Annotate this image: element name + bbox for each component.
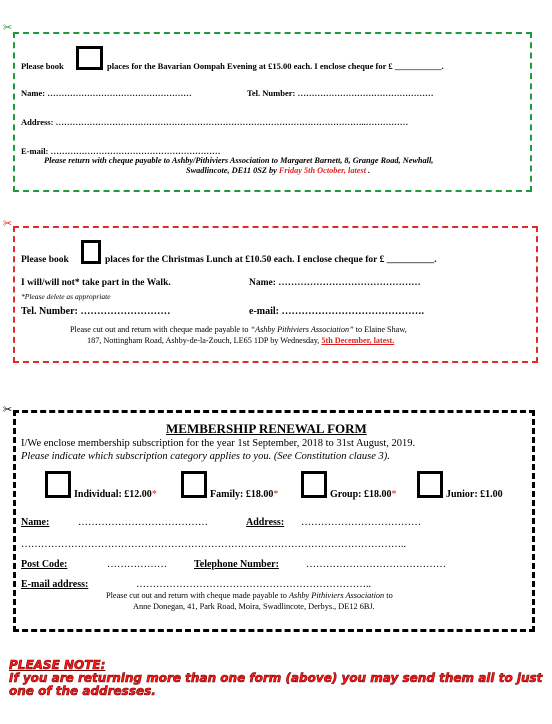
payee: Ashby Pithiviers Association (288, 591, 385, 600)
return-instruction-1: Please return with cheque payable to Ashby/Pithiviers Association to Margaret Barnett, 8, Grange Road, Newhall, (44, 156, 434, 165)
return-instruction-1 (70, 325, 407, 334)
christmas-lunch-form (13, 226, 538, 363)
return-text: Please cut out and return with cheque made payable to (106, 591, 287, 600)
book-suffix: places for the Bavarian Oompah Evening at £15.00 each. I enclose cheque for £ ___________. (107, 61, 444, 71)
email-label: E-mail address: (21, 579, 89, 590)
name-label: Name: (21, 517, 50, 528)
book-suffix: places for the Christmas Lunch at £10.50 each. I enclose cheque for £ __________. (105, 255, 437, 265)
postcode-label: Post Code: (21, 559, 68, 570)
individual-option: Individual: £12.00* (74, 489, 157, 500)
junior-option: Junior: £1.00 (446, 489, 503, 500)
walk-option[interactable]: I will/will not* take part in the Walk. (21, 278, 171, 288)
address-label: Address: (246, 517, 285, 528)
group-checkbox[interactable] (301, 471, 327, 498)
telephone-field[interactable]: …………………………………… (306, 559, 446, 570)
group-option: Group: £18.00* (330, 489, 397, 500)
family-checkbox[interactable] (181, 471, 207, 498)
book-prefix: Please book (21, 255, 69, 265)
return-instruction-2: Anne Donegan, 41, Park Road, Moira, Swadlincote, Derbys., DE12 6BJ. (133, 602, 375, 611)
email-field[interactable]: e-mail: ……………………………………. (249, 306, 424, 317)
scissor-icon: ✂ (3, 21, 13, 34)
recipient: to (386, 591, 393, 600)
return-address: Swadlincote, DE11 0SZ by (186, 166, 277, 175)
return-text: Please cut out and return with cheque made payable to (70, 325, 249, 334)
form-title: MEMBERSHIP RENEWAL FORM (166, 421, 367, 436)
delete-note: *Please delete as appropriate (21, 292, 111, 301)
deadline: Friday 5th October, latest (278, 166, 367, 175)
email-field[interactable]: E-mail: …………………………………………………… (21, 146, 221, 156)
return-instruction-2 (186, 166, 370, 175)
intro-line-2: Please indicate which subscription category applies to you. (See Constitution clause 3). (21, 451, 390, 462)
intro-line-1: I/We enclose membership subscription for the year 1st September, 2018 to 31st August, 2019. (21, 438, 416, 449)
junior-checkbox[interactable] (417, 471, 443, 498)
telephone-label: Telephone Number: (194, 559, 279, 570)
places-checkbox[interactable] (76, 46, 103, 70)
oompah-booking-form (13, 32, 532, 192)
scissor-icon: ✂ (3, 403, 13, 416)
name-field[interactable]: Name: …………………………………………… (21, 88, 192, 98)
return-address: 187, Nottingham Road, Ashby-de-la-Zouch, LE65 1DP by Wednesday, (87, 336, 320, 345)
email-field[interactable]: …………………………………………………………….. (136, 579, 371, 590)
family-option: Family: £18.00* (210, 489, 279, 500)
places-checkbox[interactable] (81, 240, 101, 264)
payee: “Ashby Pithiviers Association” (250, 325, 354, 334)
membership-renewal-form (13, 410, 535, 632)
postcode-field[interactable]: ……………… (107, 559, 167, 570)
note-heading: PLEASE NOTE: (9, 658, 106, 672)
address-field[interactable]: ……………………………… (301, 517, 421, 528)
deadline: 5th December, latest. (321, 336, 395, 345)
note-line-1: If you are returning more than one form (above) you may send them all to just (9, 671, 543, 685)
tel-field[interactable]: Tel. Number: ……………………… (21, 306, 171, 317)
tel-field[interactable]: Tel. Number: ………………………………………… (247, 88, 434, 98)
individual-checkbox[interactable] (45, 471, 71, 498)
name-field[interactable]: ………………………………… (78, 517, 208, 528)
address-field[interactable]: Address: ………………………………………………………………………………………………..…………… (21, 117, 409, 127)
return-instruction-2 (87, 336, 394, 345)
deadline-end: . (368, 166, 371, 175)
scissor-icon: ✂ (3, 217, 13, 230)
address-field-line-2[interactable]: …………………………………………………………………………………………………….. (21, 539, 406, 550)
note-line-2: one of the addresses. (9, 684, 156, 698)
book-prefix: Please book (21, 61, 64, 71)
return-instruction-1 (106, 591, 393, 600)
name-field[interactable]: Name: ……………………………………… (249, 278, 421, 288)
recipient: to Elaine Shaw, (355, 325, 407, 334)
